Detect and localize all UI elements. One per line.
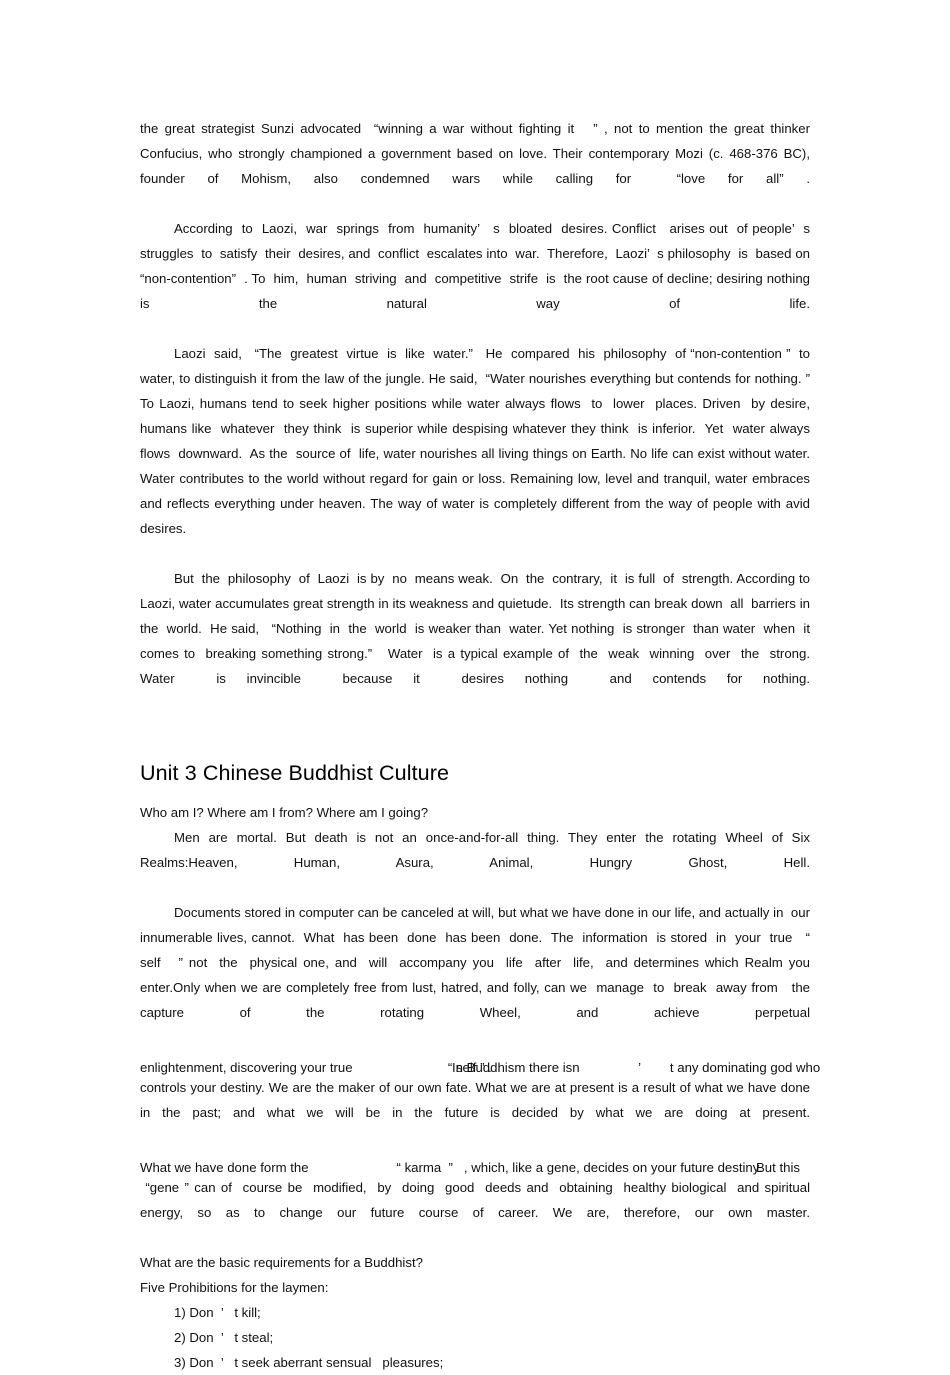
overlap-over-text-in-buddhism: In Buddhism there isn ’ t any dominating god who [452,1060,821,1075]
overlap-over-text-but-this: But this [756,1160,800,1175]
overlap-under-text-self: enlightenment, discovering your true “ self ” . [140,1060,492,1075]
paragraph-five-prohibitions-label: Five Prohibitions for the laymen: [140,1280,329,1295]
page-content [140,116,821,1375]
list-item: 3) Don ’ t seek aberrant sensual pleasures; [174,1355,444,1370]
paragraph-basic-requirements-question: What are the basic requirements for a Buddhist? [140,1255,423,1270]
overlapping-text-line-karma [140,1150,810,1175]
overlapping-text-line-buddhism [140,1050,821,1075]
overlap-under-text-karma: What we have done form the “ karma ” , which, like a gene, decides on your future destiny. [140,1160,763,1175]
list-item: 2) Don ’ t steal; [174,1330,274,1345]
heading-bottom-spacer [140,788,810,800]
paragraph-philosophy-strength-of-water: But the philosophy of Laozi is by no means weak. On the contrary, it is full of strength. According to Laozi, water accumulates great strength in its weakness and quietude. Its strength can break down all barriers in the world. He said, “Nothing in the world is weaker than water. Yet nothing is stronger than water when it comes to breaking something strong.” Water is a typical example of the weak winning over the strong. Water is invincible because it desires nothing and contends for nothing. [140,571,818,686]
paragraph-documents-karma-information: Documents stored in computer can be canceled at will, but what we have done in our life, and actually in our innumerable lives, cannot. What has been done has been done. The information is stored in your true “ self ” not the physical one, and will accompany you life after life, and determines which Realm you enter.Only when we are completely free from lust, hatred, and folly, can we manage to break away from the capture of the rotating Wheel, and achieve perpetual [140,905,818,1020]
heading-top-spacer [140,716,810,758]
list-item: 1) Don ’ t kill; [174,1305,261,1320]
paragraph-greatest-virtue-like-water: Laozi said, “The greatest virtue is like water.” He compared his philosophy of “non-contention ” to water, to distinguish it from the law of the jungle. He said, “Water nourishes everything but contends for nothing. ” To Laozi, humans tend to seek higher positions while water always flows to lower places. Driven by desire, humans like whatever they think is superior while despising whatever they think is inferior. Yet water always flows downward. As the source of life, water nourishes all living things on Earth. No life can exist without water. Water contributes to the world without regard for gain or loss. Remaining low, level and tranquil, water embraces and reflects everything under heaven. The way of water is completely different from the way of people with avid desires. [140,346,818,536]
paragraph-war-springs-from-desire: According to Laozi, war springs from humanity’ s bloated desires. Conflict arises out of people’ s struggles to satisfy their desires, and conflict escalates into war. Therefore, Laozi’ s philosophy is based on “non-contention” . To him, human striving and competitive strife is the root cause of decline; desiring nothing is the natural way of life. [140,221,821,311]
paragraph-six-realms: Men are mortal. But death is not an once-and-for-all thing. They enter the rotating Wheel of Six Realms:Heaven, Human, Asura, Animal, Hungry Ghost, Hell. [140,830,814,870]
unit-3-heading: Unit 3 Chinese Buddhist Culture [140,761,450,785]
paragraph-intro-questions: Who am I? Where am I from? Where am I going? [140,805,429,820]
paragraph-gene-can-be-modified: “gene ” can of course be modified, by doing good deeds and obtaining healthy biological and spiritual energy, so as to change our future course of career. We are, therefore, our own master. [140,1180,814,1220]
paragraph-sunzi-confucius-mozi: the great strategist Sunzi advocated “winning a war without fighting it ” , not to mention the great thinker Confucius, who strongly championed a government based on love. Their contemporary Mozi (c. 468-376 BC), founder of Mohism, also condemned wars while calling for “love for all” . [140,121,814,186]
paragraph-maker-of-own-fate: controls your destiny. We are the maker of our own fate. What we are at present is a result of what we have done in the past; and what we will be in the future is decided by what we are doing at present. [140,1080,814,1120]
prohibitions-list [140,1300,810,1375]
